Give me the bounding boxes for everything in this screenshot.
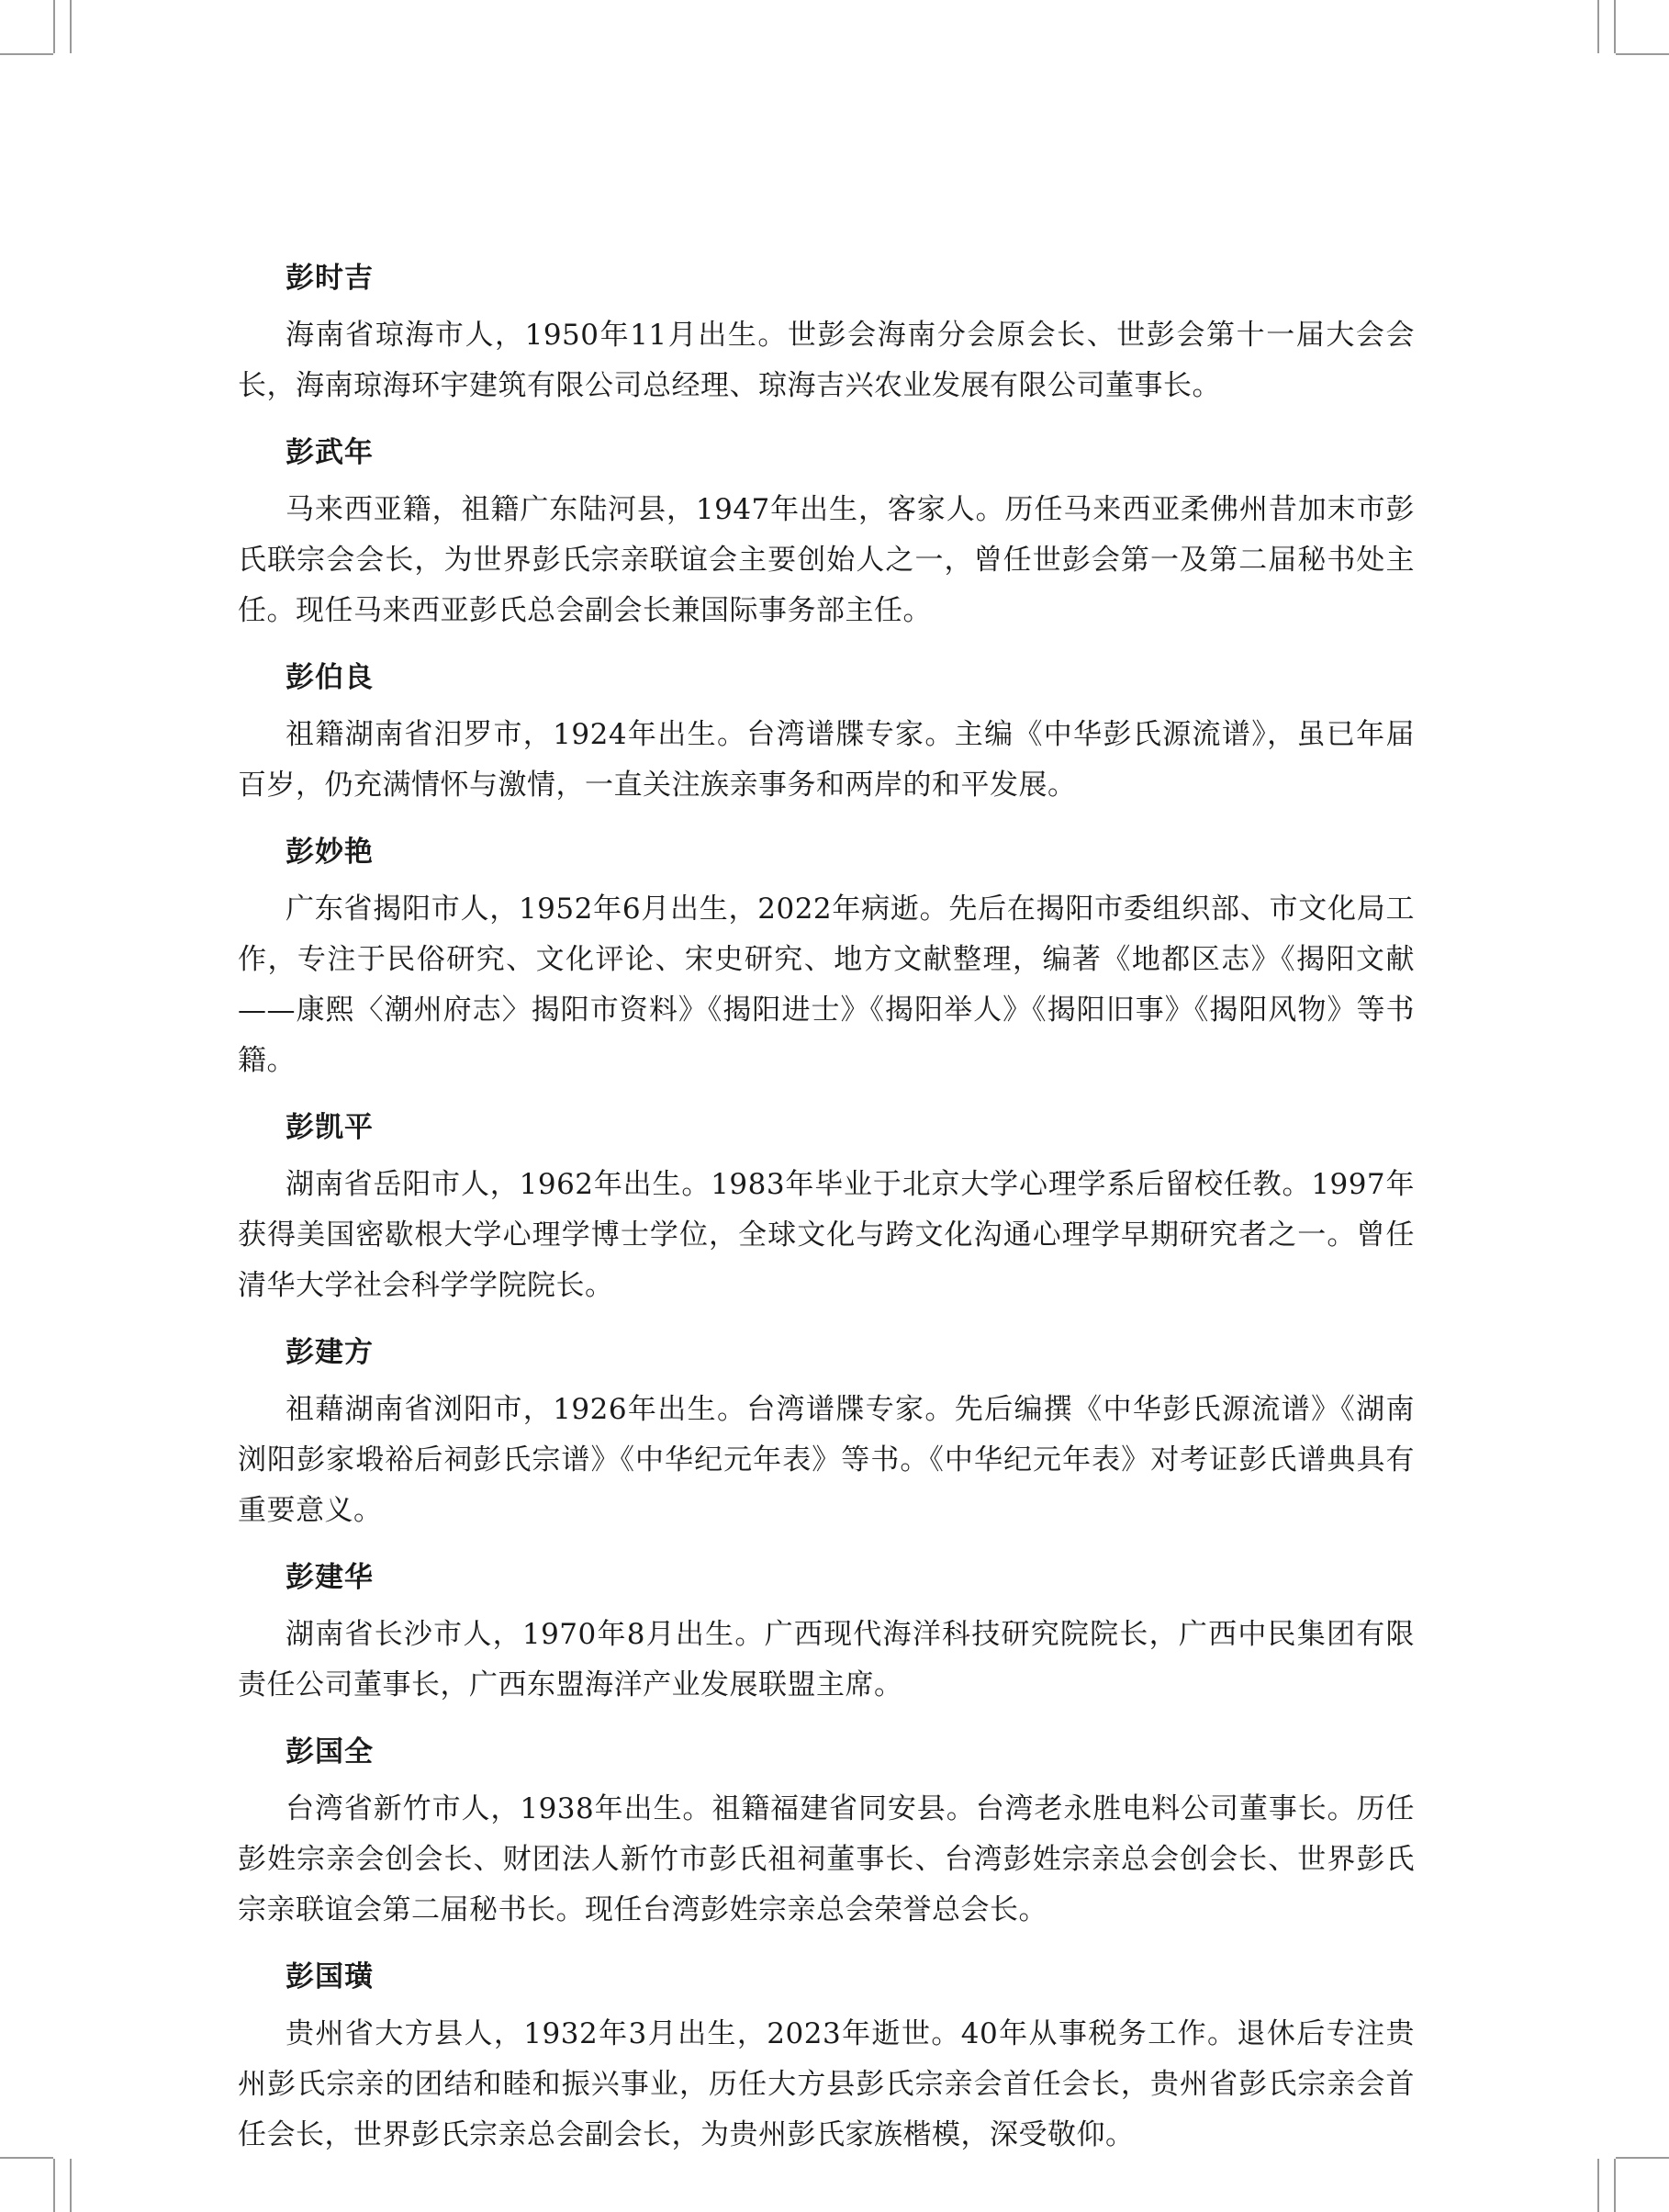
biography-entry xyxy=(238,1945,1415,2161)
person-name: 彭武年 xyxy=(286,436,374,469)
crop-mark xyxy=(1614,0,1616,53)
crop-mark xyxy=(0,2157,53,2159)
biography-entry xyxy=(238,646,1415,811)
biography-entry xyxy=(238,246,1415,411)
biography-entry xyxy=(238,1720,1415,1936)
person-name: 彭建华 xyxy=(286,1561,374,1594)
crop-mark xyxy=(1597,0,1599,53)
biography-entry xyxy=(238,1320,1415,1536)
crop-mark xyxy=(1597,2159,1599,2212)
person-bio: 贵州省大方县人，1932年3月出生，2023年逝世。40年从事税务工作。退休后专注贵州彭氏宗亲的团结和睦和振兴事业，历任大方县彭氏宗亲会首任会长，贵州省彭氏宗亲会首任会长，世界彭氏宗亲总会副会长，为贵州彭氏家族楷模，深受敬仰。 xyxy=(238,2017,1415,2151)
person-bio: 祖籍湖南省汨罗市，1924年出生。台湾谱牒专家。主编《中华彭氏源流谱》，虽已年届百岁，仍充满情怀与激情，一直关注族亲事务和两岸的和平发展。 xyxy=(238,718,1415,802)
person-name: 彭国璜 xyxy=(286,1960,374,1993)
crop-mark xyxy=(53,2159,55,2212)
person-name: 彭凯平 xyxy=(286,1111,374,1144)
crop-mark xyxy=(0,53,53,55)
crop-mark xyxy=(1616,53,1669,55)
person-bio: 马来西亚籍，祖籍广东陆河县，1947年出生，客家人。历任马来西亚柔佛州昔加末市彭氏联宗会会长，为世界彭氏宗亲联谊会主要创始人之一，曾任世彭会第一及第二届秘书处主任。现任马来西亚彭氏总会副会长兼国际事务部主任。 xyxy=(238,493,1415,627)
person-bio: 祖藉湖南省浏阳市，1926年出生。台湾谱牒专家。先后编撰《中华彭氏源流谱》《湖南浏阳彭家塅裕后祠彭氏宗谱》《中华纪元年表》等书。《中华纪元年表》对考证彭氏谱典具有重要意义。 xyxy=(238,1393,1415,1527)
biography-list xyxy=(238,246,1415,2170)
crop-mark xyxy=(53,0,55,53)
person-bio: 海南省琼海市人，1950年11月出生。世彭会海南分会原会长、世彭会第十一届大会会长，海南琼海环宇建筑有限公司总经理、琼海吉兴农业发展有限公司董事长。 xyxy=(238,319,1415,402)
biography-entry xyxy=(238,1095,1415,1311)
biography-entry xyxy=(238,421,1415,636)
person-name: 彭伯良 xyxy=(286,661,374,694)
person-name: 彭妙艳 xyxy=(286,836,374,869)
crop-mark xyxy=(70,0,72,53)
person-name: 彭时吉 xyxy=(286,262,374,295)
person-name: 彭国全 xyxy=(286,1735,374,1768)
biography-entry xyxy=(238,820,1415,1086)
biography-entry xyxy=(238,1545,1415,1711)
person-name: 彭建方 xyxy=(286,1336,374,1369)
crop-mark xyxy=(1614,2159,1616,2212)
crop-mark xyxy=(70,2159,72,2212)
crop-mark xyxy=(1616,2157,1669,2159)
person-bio: 台湾省新竹市人，1938年出生。祖籍福建省同安县。台湾老永胜电料公司董事长。历任彭姓宗亲会创会长、财团法人新竹市彭氏祖祠董事长、台湾彭姓宗亲总会创会长、世界彭氏宗亲联谊会第二届秘书长。现任台湾彭姓宗亲总会荣誉总会长。 xyxy=(238,1792,1415,1926)
person-bio: 湖南省岳阳市人，1962年出生。1983年毕业于北京大学心理学系后留校任教。1997年获得美国密歇根大学心理学博士学位，全球文化与跨文化沟通心理学早期研究者之一。曾任清华大学社会科学学院院长。 xyxy=(238,1168,1415,1302)
person-bio: 湖南省长沙市人，1970年8月出生。广西现代海洋科技研究院院长，广西中民集团有限责任公司董事长，广西东盟海洋产业发展联盟主席。 xyxy=(238,1618,1415,1701)
person-bio: 广东省揭阳市人，1952年6月出生，2022年病逝。先后在揭阳市委组织部、市文化局工作，专注于民俗研究、文化评论、宋史研究、地方文献整理，编著《地都区志》《揭阳文献——康熙〈潮州府志〉揭阳市资料》《揭阳进士》《揭阳举人》《揭阳旧事》《揭阳风物》等书籍。 xyxy=(238,893,1415,1077)
